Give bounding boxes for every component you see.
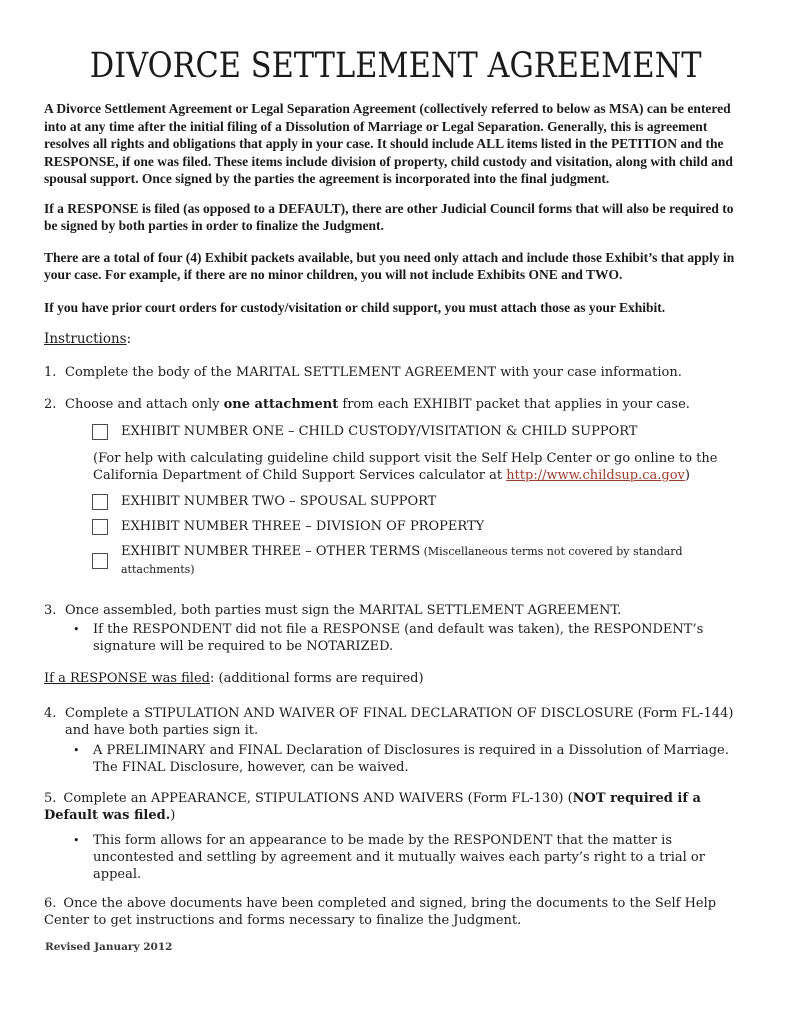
step-5-number: 5. [44, 791, 57, 806]
step-5-text-post: ) [170, 808, 176, 823]
response-filed-underlined: If a RESPONSE was filed [44, 671, 210, 686]
exhibit-two-checkbox[interactable] [92, 494, 108, 510]
response-filed-rest: : (additional forms are required) [209, 671, 424, 686]
step-6-text: Once the above documents have been completed and signed, bring the documents to the Self Help Center to get instructions and forms necessary to finalize the Judgment. [44, 896, 717, 928]
child-support-help-note [93, 450, 745, 484]
step-2-text-pre: Choose and attach only [65, 397, 224, 412]
step-2-text-bold: one attachment [223, 397, 339, 412]
step-5-bullet [73, 832, 745, 883]
step-5-text-bold: NOT required if a Default was filed. [44, 791, 701, 823]
step-2 [44, 396, 745, 413]
page-title [44, 46, 745, 86]
exhibit-three-other-label-main: EXHIBIT NUMBER THREE – OTHER TERMS [121, 544, 421, 559]
step-6-number: 6. [44, 896, 57, 911]
exhibit-three-property-checkbox[interactable] [92, 519, 108, 535]
step-3-bullet [73, 621, 745, 655]
revision-date: Revised January 2012 [45, 941, 173, 953]
instructions-heading-colon: : [126, 331, 132, 347]
step-3 [44, 602, 745, 619]
step-4-text: Complete a STIPULATION AND WAIVER OF FINAL DECLARATION OF DISCLOSURE (Form FL-144) and have both parties sign it. [65, 706, 734, 738]
step-2-text [65, 396, 745, 413]
step-5-text-pre: Complete an APPEARANCE, STIPULATIONS AND WAIVERS (Form FL-130) ( [63, 791, 573, 806]
exhibit-three-other-row [92, 543, 745, 579]
exhibit-two-row [92, 493, 745, 511]
exhibit-two-label: EXHIBIT NUMBER TWO – SPOUSAL SUPPORT [121, 494, 437, 509]
help-note-pre: (For help with calculating guideline child support visit the Self Help Center or go online to the California Department of Child Support Services calculator at [93, 451, 718, 483]
exhibit-three-property-row [92, 518, 745, 536]
step-5-bullet-text: This form allows for an appearance to be made by the RESPONDENT that the matter is uncontested and settling by agreement and it mutually waives each party’s right to a trial or appeal. [93, 833, 705, 882]
page-title-text: DIVORCE SETTLEMENT AGREEMENT [89, 46, 702, 86]
exhibit-three-other-checkbox[interactable] [92, 553, 108, 569]
step-2-text-post: from each EXHIBIT packet that applies in your case. [338, 397, 690, 412]
bullet-icon: • [73, 623, 80, 636]
intro-paragraph-3: There are a total of four (4) Exhibit packets available, but you need only attach and include those Exhibit’s that apply in your case. For example, if there are no minor children, you will not include Exhibits ONE and TWO. [44, 249, 735, 282]
step-3-text: Once assembled, both parties must sign the MARITAL SETTLEMENT AGREEMENT. [65, 603, 622, 618]
step-4 [44, 705, 745, 739]
intro-paragraph-4: If you have prior court orders for custody/visitation or child support, you must attach those as your Exhibit. [44, 299, 666, 315]
intro-paragraph-2: If a RESPONSE is filed (as opposed to a DEFAULT), there are other Judicial Council forms that will also be required to be signed by both parties in order to finalize the Judgment. [44, 200, 734, 233]
step-1 [44, 364, 745, 381]
childsup-link[interactable]: http://www.childsup.ca.gov [506, 468, 685, 483]
step-4-bullet [73, 742, 745, 776]
step-1-text: Complete the body of the MARITAL SETTLEMENT AGREEMENT with your case information. [65, 365, 682, 380]
exhibit-one-checkbox[interactable] [92, 424, 108, 440]
step-1-number: 1. [44, 365, 57, 380]
exhibit-one-row [92, 423, 745, 441]
step-2-number: 2. [44, 397, 57, 412]
exhibit-three-other-label-note: (Miscellaneous terms not covered by standard attachments) [121, 545, 683, 576]
bullet-icon: • [73, 744, 80, 757]
instructions-heading-text: Instructions [44, 331, 127, 347]
help-note-post: ) [684, 468, 690, 483]
bullet-icon: • [73, 834, 80, 847]
step-4-number: 4. [44, 706, 57, 721]
step-6 [44, 895, 745, 929]
instructions-heading [44, 331, 745, 348]
step-3-number: 3. [44, 603, 57, 618]
exhibit-one-label: EXHIBIT NUMBER ONE – CHILD CUSTODY/VISITATION & CHILD SUPPORT [121, 424, 638, 439]
exhibit-three-other-label [121, 543, 745, 579]
step-3-bullet-text: If the RESPONDENT did not file a RESPONSE (and default was taken), the RESPONDENT’s signature will be required to be NOTARIZED. [93, 622, 704, 654]
step-5 [44, 790, 745, 824]
response-filed-note [44, 670, 745, 687]
step-4-bullet-text: A PRELIMINARY and FINAL Declaration of Disclosures is required in a Dissolution of Marriage. The FINAL Disclosure, however, can be waived. [93, 743, 729, 775]
exhibit-three-property-label: EXHIBIT NUMBER THREE – DIVISION OF PROPERTY [121, 519, 485, 534]
intro-paragraph-1: A Divorce Settlement Agreement or Legal Separation Agreement (collectively referred to below as MSA) can be entered into at any time after the initial filing of a Dissolution of Marriage or Legal Separation. Generally, this is agreement resolves all rights and obligations that apply in your case. It should include ALL items listed in the PETITION and the RESPONSE, if one was filed. These items include division of property, child custody and visitation, along with child and spousal support. Once signed by the parties the agreement is incorporated into the final judgment. [44, 101, 733, 186]
